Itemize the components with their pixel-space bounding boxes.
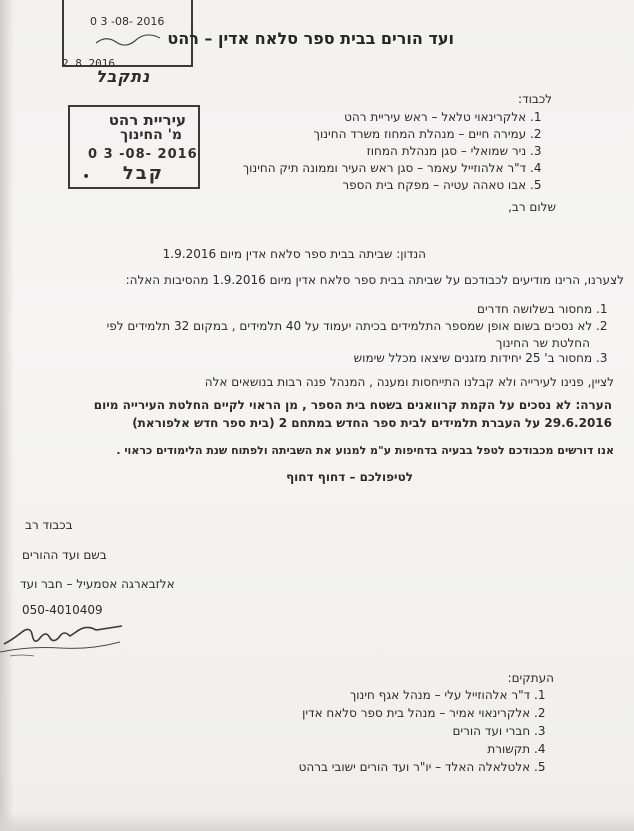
recipient-item: 5. אבו טאהה עטיה – מפקח בית הספר	[342, 178, 542, 192]
intro-paragraph: לצערנו, הרינו מודיעים לכבודכם על שביתה בבית ספר סלאח אדין מיום 1.9.2016 מהסיבות האלה:	[125, 273, 624, 287]
received-stamp-date: 0 3 -08- 2016	[90, 15, 165, 28]
reason-item: 2. לא נסכים בשום אופן שמספר התלמידים בכיתה יעמוד על 40 תלמידים , במקום 32 תלמידים לפי	[106, 319, 608, 333]
handwritten-date: 2.8.2016	[62, 57, 115, 70]
reason-item-continuation: החלטת שר החינוך	[496, 336, 590, 350]
recipients-label: לכבוד:	[518, 92, 552, 106]
note-line: הערה: לא נסכים על הקמת קרוואנים בשטח בית הספר , מן הראוי לקיים החלטת העירייה מיום	[93, 398, 612, 412]
received-stamp-word: נתקבל	[96, 67, 151, 86]
copy-item: 3. חברי ועד הורים	[452, 724, 546, 738]
closing-signer: אלזבארגה אסמעיל – חבר ועד	[20, 577, 175, 591]
reason-item: 1. מחסור בשלושה חדרים	[477, 302, 608, 316]
municipality-stamp-line2: מ' החינוך	[120, 127, 182, 143]
copy-item: 5. אלטלאלה האלד – יו"ר ועד הורים ישובי ברהט	[298, 760, 546, 774]
municipality-stamp-line3: קבל	[122, 163, 164, 184]
closing-phone: 050-4010409	[22, 603, 103, 617]
recipient-item: 1. אלקרינאוי טלאל – ראש עיריית רהט	[344, 110, 542, 124]
closing-regards: בכבוד רב	[25, 518, 73, 532]
reason-item: 3. מחסור ב' 25 יחידות מזגנים שיצאו מכלל שימוש	[353, 351, 608, 365]
letter-title: ועד הורים בבית ספר סלאח אדין – רהט	[167, 29, 454, 48]
recipient-item: 4. ד"ר אלהוזייל עאמר – סגן ראש העיר וממונה תיק החינוך	[242, 161, 542, 175]
recipients-list	[188, 110, 548, 190]
recipient-item: 2. עמירה חיים – מנהלת המחוז משרד החינוך	[313, 127, 542, 141]
copy-item: 1. ד"ר אלהוזייל עלי – מנהל אגף חינוך	[349, 688, 546, 702]
municipality-stamp-date: 0 3 -08- 2016	[88, 147, 198, 162]
copy-item: 4. תקשורת	[487, 742, 546, 756]
demand-paragraph: אנו דורשים מכבודכם לטפל בבעיה בדחיפות ע"מ למנוע את השביתה ולפתוח שנת הלימודים כראוי .	[116, 444, 614, 457]
greeting: שלום רב,	[508, 200, 556, 214]
copies-label: העתקים:	[507, 671, 554, 685]
copy-item: 2. אלקרינאוי אמיר – מנהל בית ספר סלאח אדין	[302, 706, 546, 720]
subject-line: הנדון: שביתה בבית ספר סלאח אדין מיום 1.9.2016	[162, 247, 426, 261]
body-paragraph: לציין, פנינו לעירייה ולא קבלנו התייחסות ומענה , המנהל פנה רבות בנושאים אלה	[204, 375, 614, 389]
urgent-line: לטיפולכם – דחוף דחוף	[286, 470, 413, 484]
municipality-stamp	[68, 105, 200, 189]
stamp-dot: •	[82, 169, 91, 185]
stamp-scribble	[94, 33, 164, 47]
municipality-stamp-line1: עיריית רהט	[108, 111, 186, 129]
copies-list	[192, 688, 552, 788]
closing-on-behalf: בשם ועד ההורים	[22, 548, 107, 562]
handwritten-signature	[0, 612, 140, 662]
received-stamp-tail	[62, 57, 192, 86]
note-line: 29.6.2016 על העברת תלמידים לבית ספר החדש במתחם 2 (בית ספר חדש אלפוראת)	[132, 416, 612, 430]
page-shadow-bottom	[0, 812, 634, 831]
recipient-item: 3. ניר שמואלי – סגן מנהלת המחוז	[366, 144, 542, 158]
page-shadow-left	[0, 0, 14, 831]
